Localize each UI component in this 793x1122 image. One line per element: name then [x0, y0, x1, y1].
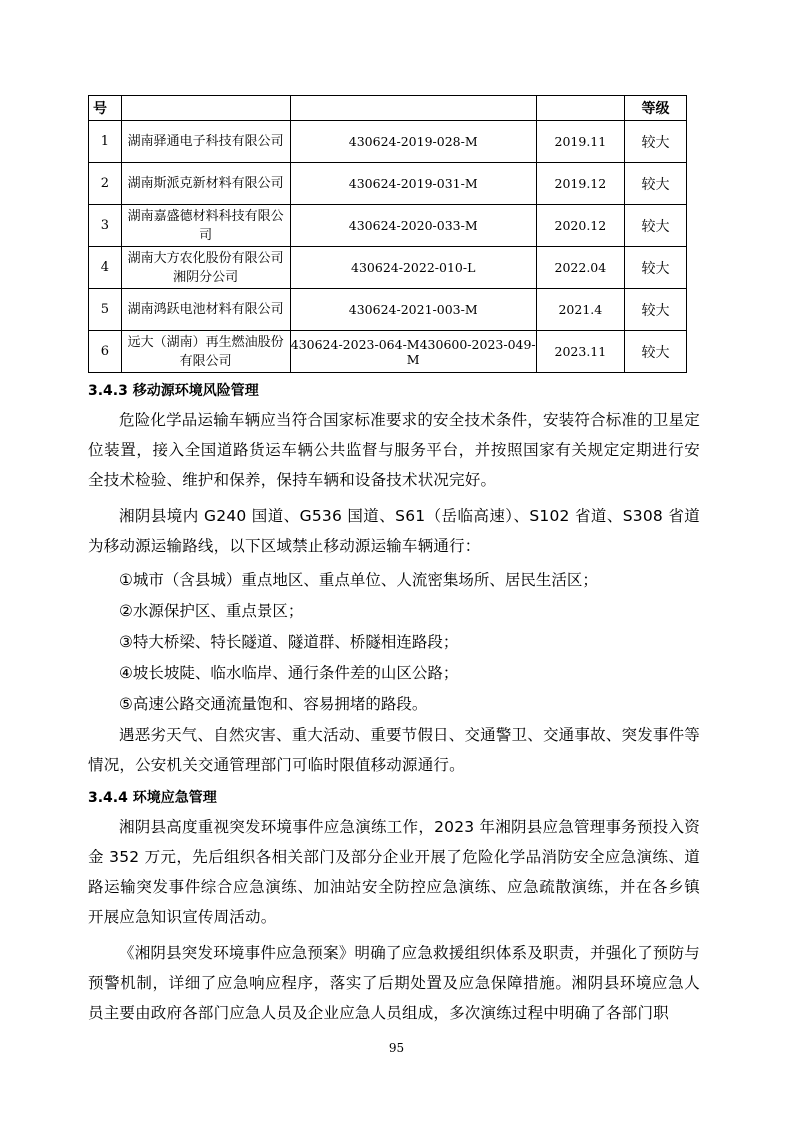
- row-date: 2021.4: [536, 289, 624, 331]
- row-level: 较大: [624, 121, 686, 163]
- row-name: 远大（湖南）再生燃油股份有限公司: [121, 331, 290, 373]
- list-item: ⑤高速公路交通流量饱和、容易拥堵的路段。: [119, 695, 428, 713]
- list-item: ④坡长坡陡、临水临岸、通行条件差的山区公路；: [119, 664, 459, 682]
- row-no: 3: [89, 205, 122, 247]
- row-no: 5: [89, 289, 122, 331]
- row-code: 430624-2019-031-M: [290, 163, 536, 205]
- row-code: 430624-2019-028-M: [290, 121, 536, 163]
- table-row: [89, 163, 687, 205]
- row-name: 湖南鸿跃电池材料有限公司: [121, 289, 290, 331]
- row-date: 2019.11: [536, 121, 624, 163]
- page-number: 95: [388, 1041, 405, 1055]
- list-item: ③特大桥梁、特长隧道、隧道群、桥隧相连路段；: [119, 633, 459, 651]
- paragraph-temporary-restriction: 遇恶劣天气、自然灾害、重大活动、重要节假日、交通警卫、交通事故、突发事件等情况，公安机关交通管理部门可临时限值移动源通行。: [88, 726, 700, 774]
- section-heading-344: 3.4.4 环境应急管理: [88, 790, 217, 806]
- table-row: [89, 121, 687, 163]
- paragraph-vehicle-requirements: 危险化学品运输车辆应当符合国家标准要求的安全技术条件，安装符合标准的卫星定位装置，接入全国道路货运车辆公共监督与服务平台，并按照国家有关规定定期进行安全技术检验、维护和保养，保持车辆和设备技术状况完好。: [88, 411, 700, 489]
- row-no: 4: [89, 247, 122, 289]
- list-item: ①城市（含县城）重点地区、重点单位、人流密集场所、居民生活区；: [119, 571, 598, 589]
- row-code: 430624-2020-033-M: [290, 205, 536, 247]
- row-name: 湖南大方农化股份有限公司湘阴分公司: [121, 247, 290, 289]
- row-name: 湖南斯派克新材料有限公司: [121, 163, 290, 205]
- header-date: [536, 96, 624, 121]
- row-level: 较大: [624, 205, 686, 247]
- row-level: 较大: [624, 247, 686, 289]
- row-code: 430624-2021-003-M: [290, 289, 536, 331]
- row-no: 6: [89, 331, 122, 373]
- header-code: [290, 96, 536, 121]
- header-no: 号: [89, 96, 122, 121]
- row-code: 430624-2022-010-L: [290, 247, 536, 289]
- row-level: 较大: [624, 289, 686, 331]
- row-date: 2022.04: [536, 247, 624, 289]
- row-no: 2: [89, 163, 122, 205]
- paragraph-emergency-drills: 湘阴县高度重视突发环境事件应急演练工作，2023 年湘阴县应急管理事务预投入资金 352 万元，先后组织各相关部门及部分企业开展了危险化学品消防安全应急演练、道路运输突发事件综合应急演练、加油站安全防控应急演练、应急疏散演练，并在各乡镇开展应急知识宣传周活动。: [88, 818, 700, 926]
- table-row: [89, 205, 687, 247]
- paragraph-emergency-plan: 《湘阴县突发环境事件应急预案》明确了应急救援组织体系及职责，并强化了预防与预警机制，详细了应急响应程序，落实了后期处置及应急保障措施。湘阴县环境应急人员主要由政府各部门应急人员及企业应急人员组成，多次演练过程中明确了各部门职: [88, 944, 700, 1022]
- row-level: 较大: [624, 163, 686, 205]
- paragraph-transport-routes: 湘阴县境内 G240 国道、G536 国道、S61（岳临高速）、S102 省道、S308 省道为移动源运输路线，以下区域禁止移动源运输车辆通行：: [88, 507, 700, 555]
- list-item: ②水源保护区、重点景区；: [119, 602, 304, 620]
- row-name: 湖南驿通电子科技有限公司: [121, 121, 290, 163]
- row-name: 湖南嘉盛德材料科技有限公司: [121, 205, 290, 247]
- row-date: 2023.11: [536, 331, 624, 373]
- section-heading-343: 3.4.3 移动源环境风险管理: [88, 383, 259, 399]
- table-row: [89, 331, 687, 373]
- table-header-row: [89, 96, 687, 121]
- enterprise-risk-table: [88, 95, 687, 373]
- table-row: [89, 247, 687, 289]
- row-date: 2019.12: [536, 163, 624, 205]
- header-name: [121, 96, 290, 121]
- header-level: 等级: [624, 96, 686, 121]
- row-no: 1: [89, 121, 122, 163]
- row-code: 430624-2023-064-M430600-2023-049-M: [290, 331, 536, 373]
- row-level: 较大: [624, 331, 686, 373]
- table-row: [89, 289, 687, 331]
- row-date: 2020.12: [536, 205, 624, 247]
